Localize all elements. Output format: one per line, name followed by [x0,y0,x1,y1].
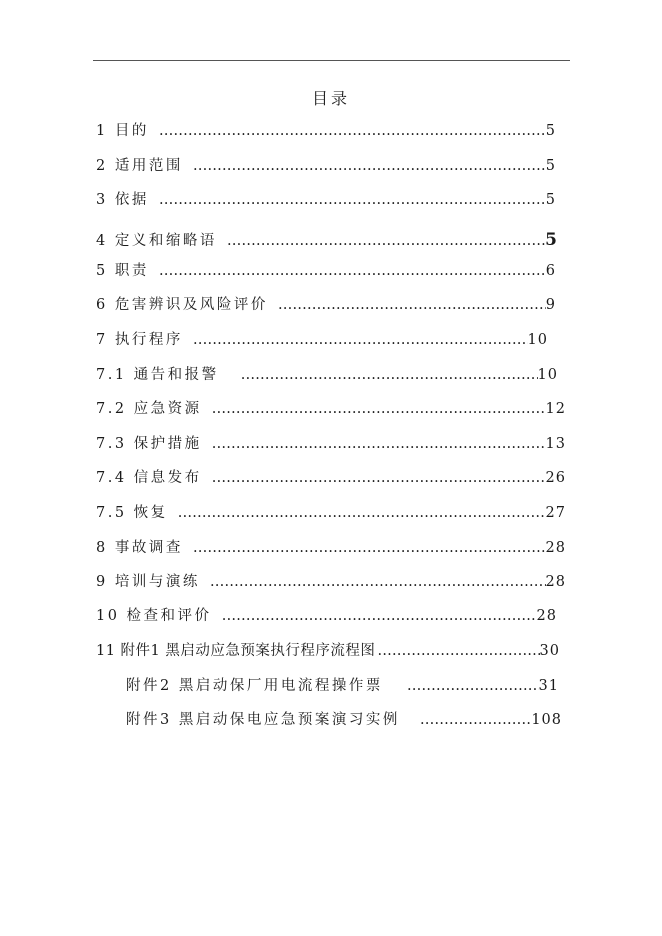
toc-entry-label: 7.4 信息发布 [96,470,202,486]
toc-entry-page: 108 [531,712,562,728]
toc-entry-label: 1 目的 [96,123,149,139]
toc-entry-page: 5 [545,192,556,208]
toc-entry[interactable] [96,434,566,454]
toc-leader-dots [222,606,537,626]
toc-entry[interactable] [96,156,556,176]
toc-entry-label: 9 培训与演练 [96,574,200,590]
toc-entry-page: 5 [545,230,558,250]
toc-entry[interactable] [96,365,558,385]
toc-entry-page: 30 [539,643,560,659]
toc-entry-label: 7.5 恢复 [96,505,168,521]
toc-entry-label: 7 执行程序 [96,332,183,348]
toc-entry[interactable] [96,230,558,250]
toc-leader-dots [227,231,545,251]
toc-entry-label: 附件3 黑启动保电应急预案演习实例 [126,712,400,728]
toc-entry-page: 5 [545,123,556,139]
toc-entry-page: 13 [545,436,566,452]
toc-entry-label: 7.3 保护措施 [96,436,202,452]
toc-entry-page: 10 [527,332,548,348]
toc-entry-label: 7.2 应急资源 [96,401,202,417]
toc-entry-label: 6 危害辨识及风险评价 [96,297,268,313]
toc-leader-dots [193,156,546,176]
toc-leader-dots [193,330,528,350]
toc-entry-page: 5 [545,158,556,174]
toc-entry[interactable] [96,503,566,523]
toc-leader-dots [212,434,546,454]
toc-entry-page: 6 [545,263,556,279]
toc-entry-page: 28 [536,608,557,624]
toc-entry-label: 8 事故调查 [96,540,183,556]
toc-entry-label: 附件2 黑启动保厂用电流程操作票 [126,678,383,694]
toc-entry-label: 2 适用范围 [96,158,183,174]
toc-leader-dots [377,641,539,661]
toc-entry-label: 4 定义和缩略语 [96,233,217,249]
toc-entry[interactable] [96,330,548,350]
toc-leader-dots [278,295,546,315]
toc-entry[interactable] [96,606,557,626]
toc-entry[interactable] [96,190,556,210]
toc-entry[interactable] [126,710,562,730]
toc-leader-dots [420,710,531,730]
toc-leader-dots [210,572,546,592]
toc-entry-label: 10 检查和评价 [96,608,212,624]
toc-leader-dots [159,190,546,210]
toc-entry-page: 10 [537,367,558,383]
toc-entry-page: 12 [545,401,566,417]
toc-entry[interactable] [96,295,556,315]
toc-entry[interactable] [96,468,566,488]
toc-entry-page: 28 [545,540,566,556]
toc-entry-page: 28 [545,574,566,590]
toc-entry-page: 26 [545,470,566,486]
toc-leader-dots [212,468,546,488]
toc-entry-page: 31 [538,678,559,694]
toc-leader-dots [241,365,538,385]
header-rule [93,60,570,61]
toc-entry[interactable] [96,399,566,419]
toc-leader-dots [178,503,546,523]
toc-entry-page: 27 [545,505,566,521]
toc-entry-label: 3 依据 [96,192,149,208]
toc-entry[interactable] [96,572,566,592]
toc-leader-dots [193,538,546,558]
toc-entry-label: 5 职责 [96,263,149,279]
toc-leader-dots [212,399,546,419]
toc-title: 目录 [311,89,350,108]
toc-entry-page: 9 [545,297,556,313]
toc-leader-dots [159,121,546,141]
toc-entry[interactable] [126,676,559,696]
toc-entry[interactable] [96,538,566,558]
toc-entry[interactable] [96,261,556,281]
toc-entry[interactable] [96,641,560,661]
toc-entry-label: 7.1 通告和报警 [96,367,219,383]
toc-leader-dots [407,676,539,696]
toc-entry[interactable] [96,121,556,141]
toc-leader-dots [159,261,546,281]
toc-entry-label: 11 附件1 黑启动应急预案执行程序流程图 [96,643,376,659]
